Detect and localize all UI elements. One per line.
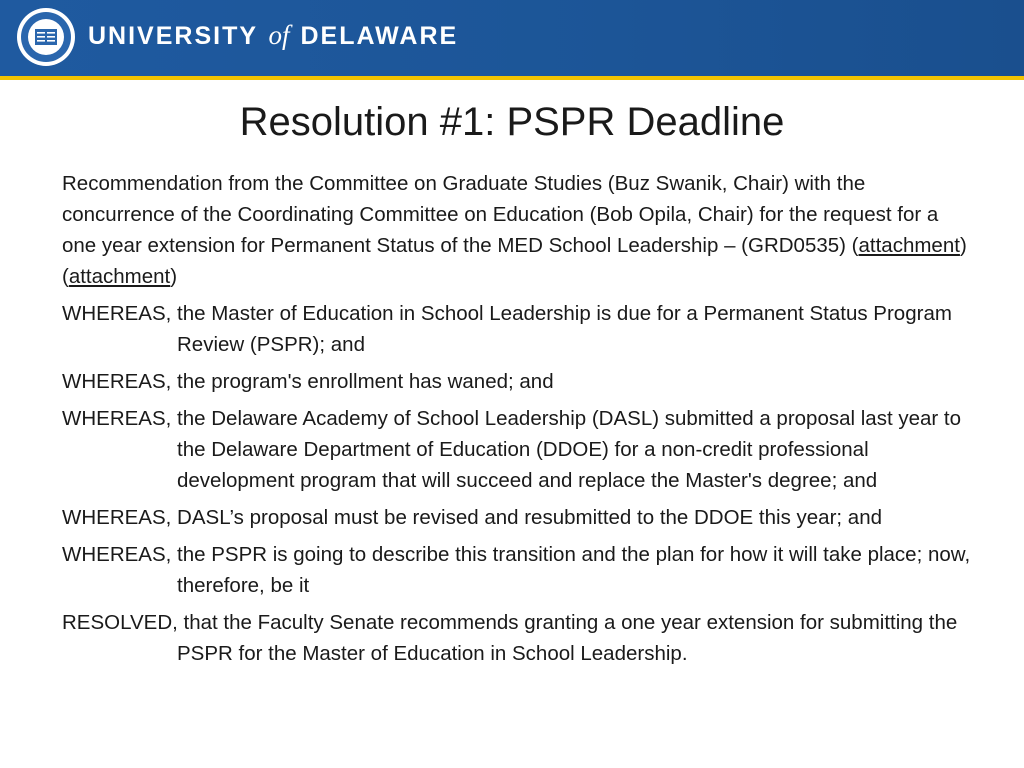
whereas-clause-1: WHEREAS, the Master of Education in School Leadership is due for a Permanent Status Program Review (PSPR); and xyxy=(62,302,952,356)
slide-body xyxy=(62,168,972,675)
resolved-clause: RESOLVED, that the Faculty Senate recommends granting a one year extension for submitting the PSPR for the Master of Education in School Leadership. xyxy=(62,611,958,665)
header-gold-rule xyxy=(0,76,1024,80)
whereas-clause-4: WHEREAS, DASL’s proposal must be revised and resubmitted to the DDOE this year; and xyxy=(62,506,882,529)
intro-end: ) xyxy=(170,265,178,288)
attachment-link-1[interactable]: attachment xyxy=(858,234,960,257)
whereas-clause-2: WHEREAS, the program's enrollment has waned; and xyxy=(62,370,554,393)
intro-mid: ) ( xyxy=(62,234,967,288)
header-banner xyxy=(0,0,1024,76)
wordmark-of: of xyxy=(268,20,290,50)
wordmark-delaware: DELAWARE xyxy=(300,22,459,50)
university-wordmark xyxy=(88,20,458,51)
intro-paragraph xyxy=(62,168,972,292)
attachment-link-2[interactable]: attachment xyxy=(68,265,171,288)
intro-text: Recommendation from the Committee on Graduate Studies (Buz Swanik, Chair) with the concurrence of the Coordinating Committee on Education (Bob Opila, Chair) for the request for a one year extension for Permanent Status of the MED School Leadership – (GRD0535) ( xyxy=(62,172,939,257)
wordmark-university: UNIVERSITY xyxy=(88,22,258,50)
slide-title: Resolution #1: PSPR Deadline xyxy=(239,100,785,144)
whereas-clause-3: WHEREAS, the Delaware Academy of School Leadership (DASL) submitted a proposal last year to the Delaware Department of Education (DDOE) for a non-credit professional development program that will succeed and replace the Master's degree; and xyxy=(62,407,962,492)
university-seal-icon xyxy=(16,7,76,67)
whereas-clause-5: WHEREAS, the PSPR is going to describe this transition and the plan for how it will take place; now, therefore, be it xyxy=(62,543,971,597)
